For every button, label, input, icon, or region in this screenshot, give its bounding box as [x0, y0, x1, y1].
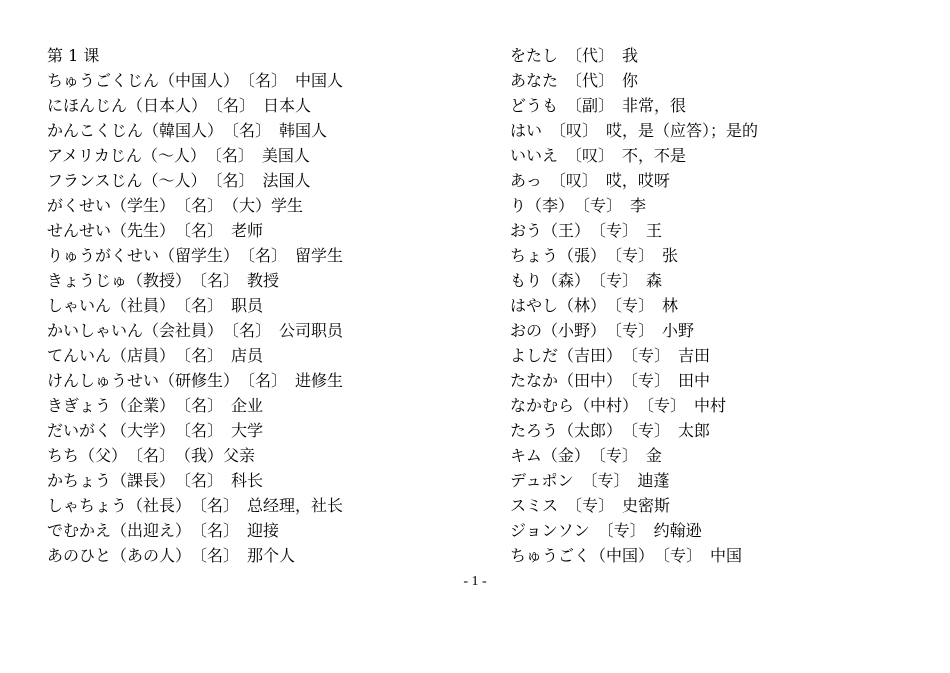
- vocab-entry: きょうじゅ（教授） 〔名〕 教授: [47, 271, 280, 290]
- vocab-entry: てんいん（店員） 〔名〕 店员: [47, 346, 264, 365]
- page-number: - 1 -: [463, 574, 487, 589]
- vocabulary-column-right: [510, 43, 930, 568]
- vocab-entry: しゃいん（社員） 〔名〕 职员: [47, 296, 264, 315]
- vocab-entry: り（李） 〔专〕 李: [510, 196, 647, 215]
- vocab-entry: ジョンソン 〔专〕 约翰逊: [510, 521, 702, 540]
- vocab-entry: りゅうがくせい（留学生） 〔名〕 留学生: [47, 246, 344, 265]
- vocab-entry: おの（小野） 〔专〕 小野: [510, 321, 695, 340]
- vocab-entry: なかむら（中村） 〔专〕 中村: [510, 396, 727, 415]
- vocab-entry: けんしゅうせい（研修生） 〔名〕 进修生: [47, 371, 344, 390]
- vocab-entry: せんせい（先生） 〔名〕 老师: [47, 221, 264, 240]
- vocab-entry: いいえ 〔叹〕 不，不是: [510, 146, 687, 165]
- vocab-entry: はやし（林） 〔专〕 林: [510, 296, 679, 315]
- vocabulary-column-left: [47, 43, 477, 568]
- vocab-entry: よしだ（吉田） 〔专〕 吉田: [510, 346, 711, 365]
- vocab-entry: おう（王） 〔专〕 王: [510, 221, 663, 240]
- vocab-entry: もり（森） 〔专〕 森: [510, 271, 663, 290]
- vocab-entry: かんこくじん（韓国人） 〔名〕 韩国人: [47, 121, 328, 140]
- vocab-entry: あのひと（あの人） 〔名〕 那个人: [47, 546, 296, 565]
- vocab-entry: をたし 〔代〕 我: [510, 46, 639, 65]
- vocab-entry: デュポン 〔专〕 迪蓬: [510, 471, 670, 490]
- vocab-entry: たなか（田中） 〔专〕 田中: [510, 371, 711, 390]
- lesson-heading: 第 1 课: [47, 46, 100, 65]
- vocab-entry: にほんじん（日本人） 〔名〕 日本人: [47, 96, 312, 115]
- vocab-entry: あなた 〔代〕 你: [510, 71, 639, 90]
- vocab-entry: でむかえ（出迎え） 〔名〕 迎接: [47, 521, 280, 540]
- vocab-entry: かちょう（課長） 〔名〕 科长: [47, 471, 264, 490]
- vocab-entry: スミス 〔专〕 史密斯: [510, 496, 671, 515]
- vocab-entry: ちゅうごくじん（中国人） 〔名〕 中国人: [47, 71, 344, 90]
- vocab-entry: ちち（父） 〔名〕 （我）父亲: [47, 446, 256, 465]
- vocab-entry: フランスじん（～人） 〔名〕 法国人: [47, 171, 311, 190]
- vocab-entry: がくせい（学生） 〔名〕 （大）学生: [47, 196, 304, 215]
- vocab-entry: あっ 〔叹〕 哎，哎呀: [510, 171, 670, 190]
- vocab-entry: どうも 〔副〕 非常，很: [510, 96, 687, 115]
- vocab-entry: キム（金） 〔专〕 金: [510, 446, 662, 465]
- vocab-entry: ちょう（張） 〔专〕 张: [510, 246, 679, 265]
- vocab-entry: ちゅうごく（中国） 〔专〕 中国: [510, 546, 743, 565]
- vocab-entry: だいがく（大学） 〔名〕 大学: [47, 421, 264, 440]
- vocab-entry: きぎょう（企業） 〔名〕 企业: [47, 396, 264, 415]
- vocab-entry: はい 〔叹〕 哎，是（应答）；是的: [510, 121, 759, 140]
- vocab-entry: アメリカじん（～人） 〔名〕 美国人: [47, 146, 310, 165]
- vocab-entry: たろう（太郎） 〔专〕 太郎: [510, 421, 711, 440]
- vocab-entry: しゃちょう（社長） 〔名〕 总经理，社长: [47, 496, 344, 515]
- vocab-entry: かいしゃいん（会社員） 〔名〕 公司职员: [47, 321, 344, 340]
